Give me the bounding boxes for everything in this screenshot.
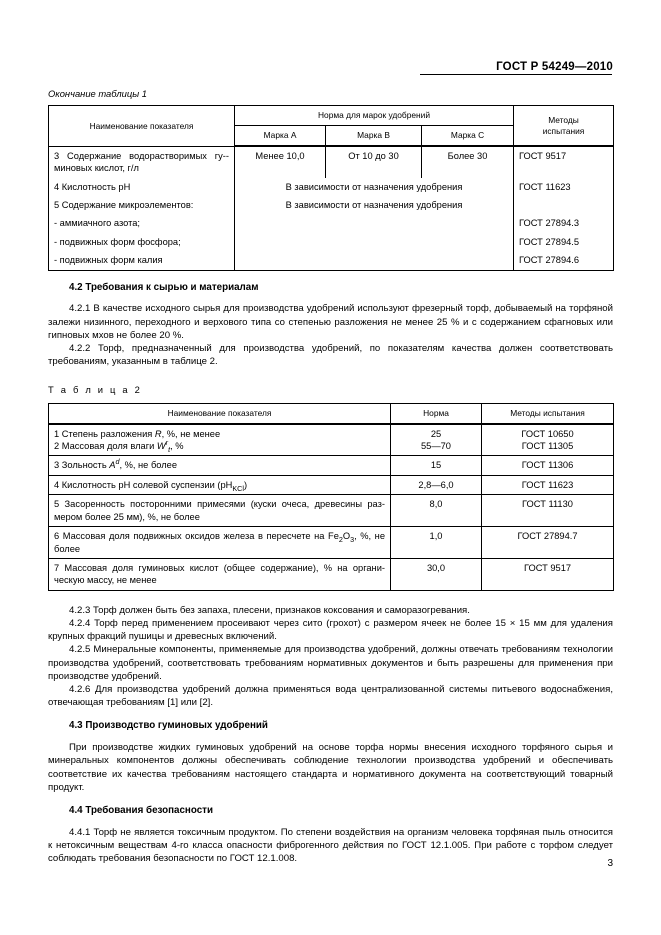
cell-brand-c-3: Более 30 <box>422 146 514 177</box>
table1-caption: Окончание таблицы 1 <box>48 88 147 99</box>
cell2-method-7: ГОСТ 9517 <box>482 558 614 590</box>
table-row <box>49 424 614 456</box>
row6-suffix: , %, не более <box>54 531 385 554</box>
row2-sup: r <box>165 437 169 447</box>
table1-body <box>49 146 614 270</box>
table-row <box>49 251 614 270</box>
heading-4-2: 4.2 Требования к сырью и материалам <box>69 281 259 293</box>
row4-sub: KCl <box>232 483 244 493</box>
row1-prefix: 1 Степень разложения <box>54 428 155 439</box>
cell-indicator-3: 3 Содержание водорастворимых гу-миновых кислот, г/л <box>49 146 235 177</box>
table-1 <box>48 105 614 270</box>
cell-brand-b-3: От 10 до 30 <box>326 146 422 177</box>
cell-subitem-phosphorus: - подвижных форм фосфора; <box>49 233 235 251</box>
th-norm-group: Норма для марок удобрений <box>235 106 514 126</box>
table-row <box>49 146 614 177</box>
th-brand-b: Марка В <box>326 126 422 147</box>
table-header-row <box>49 403 614 424</box>
para-4-2-4: 4.2.4 Торф перед применением просеивают через сито (грохот) с размером ячеек не более 15 × 15 мм для удаления крупных фракций пушицы и древесных включений. <box>48 617 613 643</box>
cell-method-potassium: ГОСТ 27894.6 <box>514 251 614 270</box>
th-test-methods-line2: испытания <box>542 125 585 136</box>
table1-header <box>49 106 614 147</box>
heading-4-3: 4.3 Производство гуминовых удобрений <box>69 720 268 732</box>
table-row <box>49 495 614 527</box>
cell2-method-1-2 <box>482 424 614 456</box>
cell2-norm-3: 15 <box>391 456 482 475</box>
row1-method: ГОСТ 10650 <box>521 428 574 439</box>
cell2-norm-6: 1,0 <box>391 527 482 559</box>
row2-symbol: W <box>156 441 166 452</box>
cell-subitem-potassium: - подвижных форм калия <box>49 251 235 270</box>
cell2-norm-1-2 <box>391 424 482 456</box>
th2-test-methods: Методы испытания <box>482 403 614 424</box>
th-test-methods <box>514 106 614 147</box>
page-header <box>48 57 613 75</box>
cell-method-phosphorus: ГОСТ 27894.5 <box>514 233 614 251</box>
cell2-norm-7: 30,0 <box>391 558 482 590</box>
row6-sub2: 3 <box>350 534 355 544</box>
cell2-method-3: ГОСТ 11306 <box>482 456 614 475</box>
cell-method-5 <box>514 196 614 214</box>
th2-norm: Норма <box>391 403 482 424</box>
para-4-2-6: 4.2.6 Для производства удобрений должна применяться вода централизованной системы питьевого водоснабжения, отвечающая требованиям [1] или [2]. <box>48 683 613 709</box>
table-row <box>49 475 614 494</box>
table-row <box>49 214 614 232</box>
cell-indicator-4: 4 Кислотность рН <box>49 178 235 196</box>
standard-code: ГОСТ Р 54249—2010 <box>496 61 613 73</box>
para-4-2-3: 4.2.3 Торф должен быть без запаха, плесени, признаков коксования и саморазогревания. <box>69 604 470 616</box>
th-brand-c: Марка С <box>422 126 514 147</box>
heading-4-4: 4.4 Требования безопасности <box>69 804 213 816</box>
para-4-3-1: При производстве жидких гуминовых удобрений на основе торфа нормы внесения исходного торфяного сырья и минеральных компонентов должны обеспечивать соблюдение технологии производства удобрений и обеспечивать соответствие их качества требованиям настоящего стандарта и нормативного документа на соответствующий товарный продукт. <box>48 742 613 793</box>
row2-suffix: , % <box>170 441 184 452</box>
row6-mid: O <box>342 531 351 542</box>
cell2-method-5: ГОСТ 11130 <box>482 495 614 527</box>
cell-subitem-nitrogen: - аммиачного азота; <box>49 214 235 232</box>
table2-caption: Т а б л и ц а 2 <box>48 384 143 396</box>
table-row <box>49 233 614 251</box>
table-2 <box>48 403 614 591</box>
cell-norm-blank-3 <box>235 251 514 270</box>
row4-prefix: 4 Кислотность рН солевой суспензии (рН <box>54 479 233 490</box>
page-content <box>48 88 613 865</box>
cell2-indicator-1-2 <box>49 424 391 456</box>
cell-norm-span-4: В зависимости от назначения удобрения <box>235 178 514 196</box>
table-row <box>49 456 614 475</box>
row3-suffix: , %, не более <box>119 460 177 471</box>
th2-indicator-name: Наименование показателя <box>49 403 391 424</box>
table-row <box>49 196 614 214</box>
cell2-method-4: ГОСТ 11623 <box>482 475 614 494</box>
cell2-indicator-4 <box>49 475 391 494</box>
row2-sub: t <box>168 444 171 454</box>
cell2-indicator-3 <box>49 456 391 475</box>
cell2-indicator-6 <box>49 527 391 559</box>
th-brand-a: Марка А <box>235 126 326 147</box>
row3-sup: d <box>115 457 120 467</box>
cell-brand-a-3: Менее 10,0 <box>235 146 326 177</box>
cell2-norm-5: 8,0 <box>391 495 482 527</box>
row3-prefix: 3 Зольность <box>54 460 110 471</box>
spacer-after-table2 <box>48 591 613 604</box>
row1-symbol: R <box>154 428 162 439</box>
cell-norm-blank-2 <box>235 233 514 251</box>
row6-sub: 2 <box>338 534 343 544</box>
cell-norm-span-5: В зависимости от назначения удобрения <box>235 196 514 214</box>
row1-suffix: , %, не менее <box>161 428 221 439</box>
row2-norm: 55—70 <box>421 441 451 452</box>
para-4-4-1: 4.4.1 Торф не является токсичным продуктом. По степени воздействия на организм человека торфяная пыль относится к нетоксичным веществам 4-го класса опасности фиброгенного действия по ГОСТ 12.1.005. При работе с торфом следует соблюдать требования безопасности по ГОСТ 12.1.008. <box>48 826 613 865</box>
cell-method-3: ГОСТ 9517 <box>514 146 614 177</box>
table2-body <box>49 424 614 591</box>
cell-indicator-5: 5 Содержание микроэлементов: <box>49 196 235 214</box>
cell-method-4: ГОСТ 11623 <box>514 178 614 196</box>
row6-prefix: 6 Массовая доля подвижных оксидов железа в пересчете на Fe <box>54 531 339 542</box>
table-header-row <box>49 106 614 126</box>
cell2-indicator-5: 5 Засоренность посторонними примесями (куски очеса, древесины размером более 25 мм), %, не более <box>49 495 391 527</box>
th-indicator-name: Наименование показателя <box>49 106 235 147</box>
cell2-indicator-7: 7 Массовая доля гуминовых кислот (общее содержание), % на органическую массу, не менее <box>49 558 391 590</box>
row1-norm: 25 <box>430 428 442 439</box>
table-row <box>49 178 614 196</box>
page-number: 3 <box>607 858 613 869</box>
cell-method-nitrogen: ГОСТ 27894.3 <box>514 214 614 232</box>
header-rule <box>420 74 612 75</box>
th-test-methods-line1: Методы <box>548 114 579 125</box>
table-row <box>49 527 614 559</box>
cell-norm-blank-1 <box>235 214 514 232</box>
para-4-2-5: 4.2.5 Минеральные компоненты, применяемые для производства удобрений, должны отвечать требованиям технологии производства удобрений, соответствовать требованиям нормативных документов и быть разрешены для применения при производстве удобрений. <box>48 644 613 682</box>
cell2-norm-4: 2,8—6,0 <box>391 475 482 494</box>
row2-prefix: 2 Массовая доля влаги <box>54 441 157 452</box>
row2-method: ГОСТ 11305 <box>521 441 574 452</box>
row4-suffix: ) <box>243 479 248 490</box>
row3-symbol: A <box>109 460 116 471</box>
para-4-2-2: 4.2.2 Торф, предназначенный для производства удобрений, по показателям качества должен соответствовать требованиям, указанным в таблице 2. <box>48 342 613 368</box>
para-4-2-1: 4.2.1 В качестве исходного сырья для производства удобрений используют фрезерный торф, добываемый на торфяной залежи низинного, переходного и верхового типа со степенью разложения не менее 25 % и с содержанием сфагновых или гипновых мхов не более 20 %. <box>48 303 613 341</box>
table-row <box>49 558 614 590</box>
table2-header <box>49 403 614 424</box>
cell2-method-6: ГОСТ 27894.7 <box>482 527 614 559</box>
